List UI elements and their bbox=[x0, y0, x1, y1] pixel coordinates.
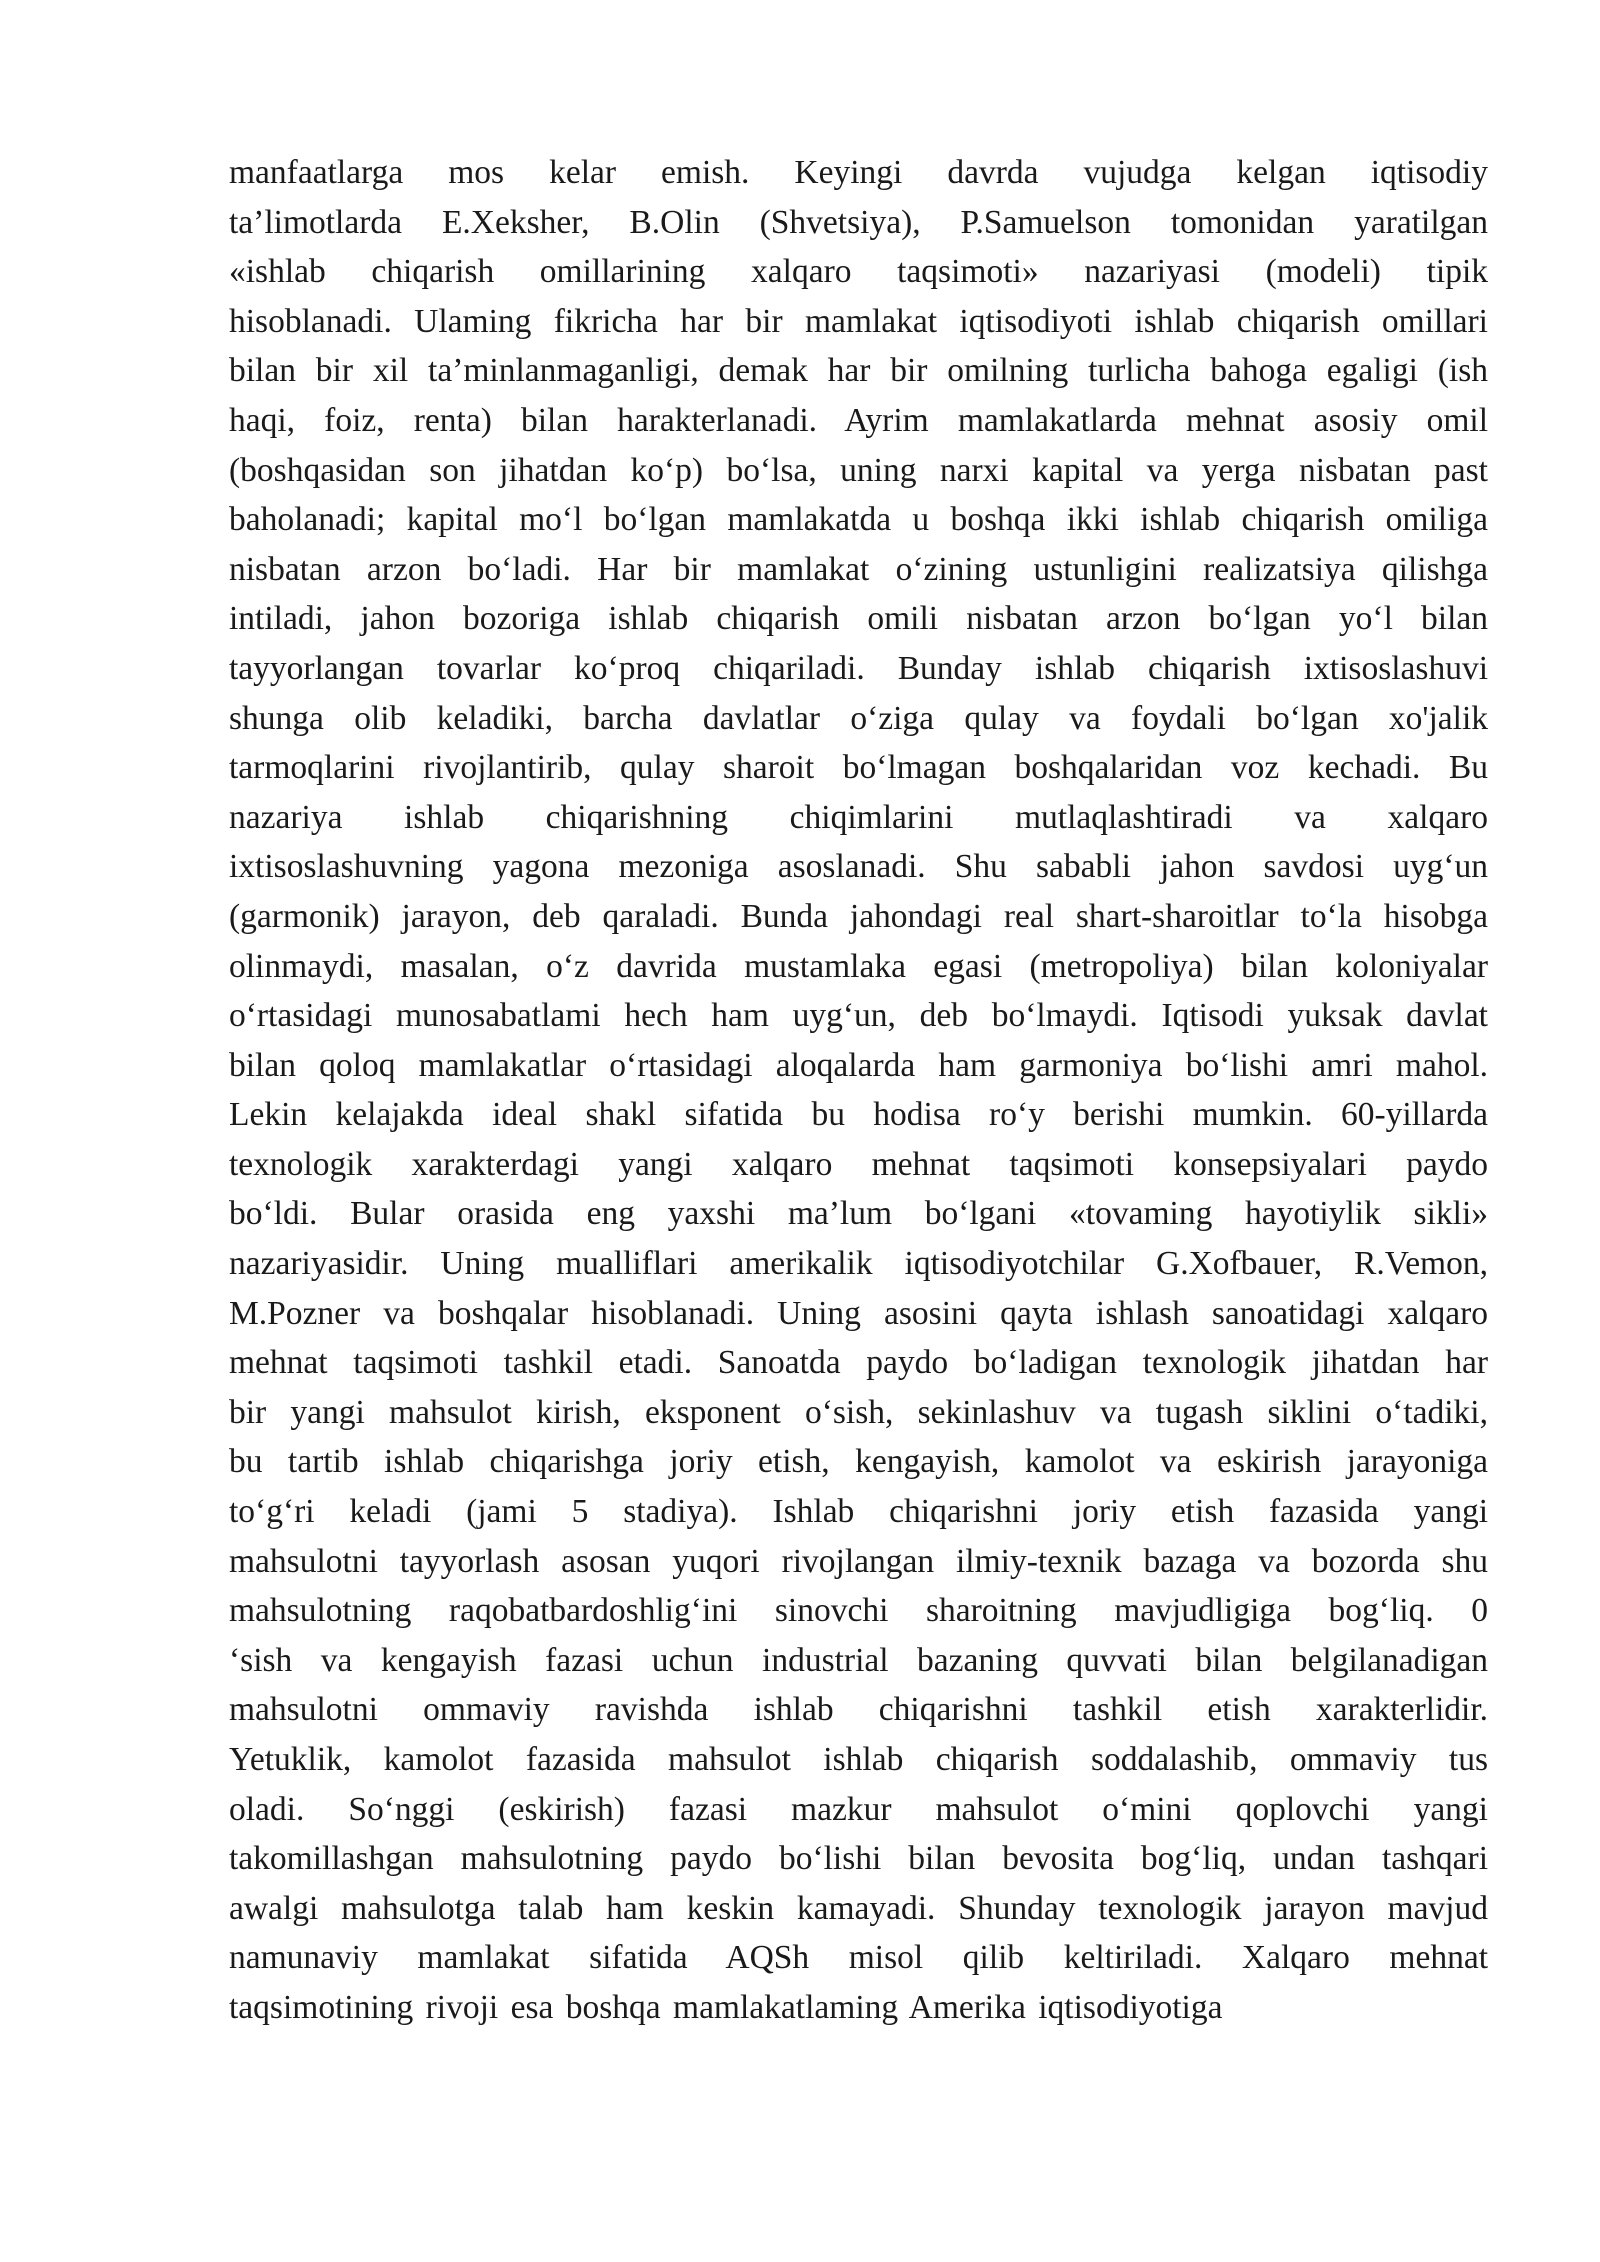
text-line: (garmonik) jarayon, deb qaraladi. Bunda jahondagi real shart-sharoitlar to‘la hisobga bbox=[229, 897, 1488, 935]
text-line: hisoblanadi. Ulaming fikricha har bir mamlakat iqtisodiyoti ishlab chiqarish omillari bbox=[229, 302, 1488, 340]
text-line: mahsulotning raqobatbardoshlig‘ini sinovchi sharoitning mavjudligiga bog‘liq. 0 bbox=[229, 1592, 1488, 1630]
text-line: takomillashgan mahsulotning paydo bo‘lishi bilan bevosita bog‘liq, undan tashqari bbox=[229, 1840, 1488, 1878]
text-line: bir yangi mahsulot kirish, eksponent o‘sish, sekinlashuv va tugash siklini o‘tadiki, bbox=[229, 1393, 1488, 1431]
text-line: Yetuklik, kamolot fazasida mahsulot ishlab chiqarish soddalashib, ommaviy tus bbox=[229, 1741, 1488, 1778]
text-line: intiladi, jahon bozoriga ishlab chiqarish omili nisbatan arzon bo‘lgan yo‘l bilan bbox=[229, 600, 1488, 638]
text-line: Lekin kelajakda ideal shakl sifatida bu hodisa ro‘y berishi mumkin. 60-yillarda bbox=[229, 1096, 1488, 1134]
body-paragraph bbox=[229, 148, 1488, 2033]
text-line: ixtisoslashuvning yagona mezoniga asoslanadi. Shu sababli jahon savdosi uyg‘un bbox=[229, 848, 1488, 886]
text-line: ‘sish va kengayish fazasi uchun industrial bazaning quvvati bilan belgilanadigan bbox=[229, 1641, 1488, 1679]
text-line: tayyorlangan tovarlar ko‘proq chiqariladi. Bunday ishlab chiqarish ixtisoslashuvi bbox=[229, 649, 1488, 687]
text-line: haqi, foiz, renta) bilan harakterlanadi. Ayrim mamlakatlarda mehnat asosiy omil bbox=[229, 401, 1488, 439]
text-line: manfaatlarga mos kelar emish. Keyingi davrda vujudga kelgan iqtisodiy bbox=[229, 154, 1488, 191]
text-line: «ishlab chiqarish omillarining xalqaro taqsimoti» nazariyasi (modeli) tipik bbox=[229, 253, 1488, 291]
text-line: taqsimotining rivoji esa boshqa mamlakatlaming Amerika iqtisodiyotiga bbox=[229, 1988, 1223, 2026]
text-line: bo‘ldi. Bular orasida eng yaxshi ma’lum bo‘lgani «tovaming hayotiylik sikli» bbox=[229, 1195, 1488, 1233]
text-line: texnologik xarakterdagi yangi xalqaro mehnat taqsimoti konsepsiyalari paydo bbox=[229, 1145, 1488, 1183]
text-line: bilan bir xil ta’minlanmaganligi, demak har bir omilning turlicha bahoga egaligi (ish bbox=[229, 352, 1488, 390]
text-line: olinmaydi, masalan, o‘z davrida mustamlaka egasi (metropoliya) bilan koloniyalar bbox=[229, 947, 1488, 985]
text-line: nazariya ishlab chiqarishning chiqimlarini mutlaqlashtiradi va xalqaro bbox=[229, 798, 1488, 836]
text-line: mahsulotni tayyorlash asosan yuqori rivojlangan ilmiy-texnik bazaga va bozorda shu bbox=[229, 1542, 1488, 1580]
text-line: awalgi mahsulotga talab ham keskin kamayadi. Shunday texnologik jarayon mavjud bbox=[229, 1889, 1488, 1927]
text-line: oladi. So‘nggi (eskirish) fazasi mazkur mahsulot o‘mini qoplovchi yangi bbox=[229, 1790, 1488, 1828]
text-line: (boshqasidan son jihatdan ko‘p) bo‘lsa, uning narxi kapital va yerga nisbatan past bbox=[229, 451, 1488, 489]
text-line: nazariyasidir. Uning mualliflari amerikalik iqtisodiyotchilar G.Xofbauer, R.Vemon, bbox=[229, 1245, 1488, 1283]
text-line: bu tartib ishlab chiqarishga joriy etish, kengayish, kamolot va eskirish jarayoniga bbox=[229, 1443, 1488, 1481]
text-line: bilan qoloq mamlakatlar o‘rtasidagi aloqalarda ham garmoniya bo‘lishi amri mahol. bbox=[229, 1046, 1488, 1084]
text-line: nisbatan arzon bo‘ladi. Har bir mamlakat o‘zining ustunligini realizatsiya qilishga bbox=[229, 550, 1488, 588]
text-line: namunaviy mamlakat sifatida AQSh misol qilib keltiriladi. Xalqaro mehnat bbox=[229, 1939, 1488, 1977]
text-line: ta’limotlarda E.Xeksher, B.Olin (Shvetsiya), P.Samuelson tomonidan yaratilgan bbox=[229, 203, 1488, 241]
text-line: baholanadi; kapital mo‘l bo‘lgan mamlakatda u boshqa ikki ishlab chiqarish omiliga bbox=[229, 501, 1488, 539]
text-line: M.Pozner va boshqalar hisoblanadi. Uning asosini qayta ishlash sanoatidagi xalqaro bbox=[229, 1294, 1488, 1332]
text-line: to‘g‘ri keladi (jami 5 stadiya). Ishlab chiqarishni joriy etish fazasida yangi bbox=[229, 1493, 1488, 1531]
text-line: o‘rtasidagi munosabatlami hech ham uyg‘un, deb bo‘lmaydi. Iqtisodi yuksak davlat bbox=[229, 997, 1488, 1035]
text-line: shunga olib keladiki, barcha davlatlar o‘ziga qulay va foydali bo‘lgan xo'jalik bbox=[229, 699, 1488, 737]
text-line: tarmoqlarini rivojlantirib, qulay sharoit bo‘lmagan boshqalaridan voz kechadi. Bu bbox=[229, 749, 1488, 787]
text-line: mahsulotni ommaviy ravishda ishlab chiqarishni tashkil etish xarakterlidir. bbox=[229, 1691, 1488, 1729]
text-line: mehnat taqsimoti tashkil etadi. Sanoatda paydo bo‘ladigan texnologik jihatdan har bbox=[229, 1344, 1488, 1382]
